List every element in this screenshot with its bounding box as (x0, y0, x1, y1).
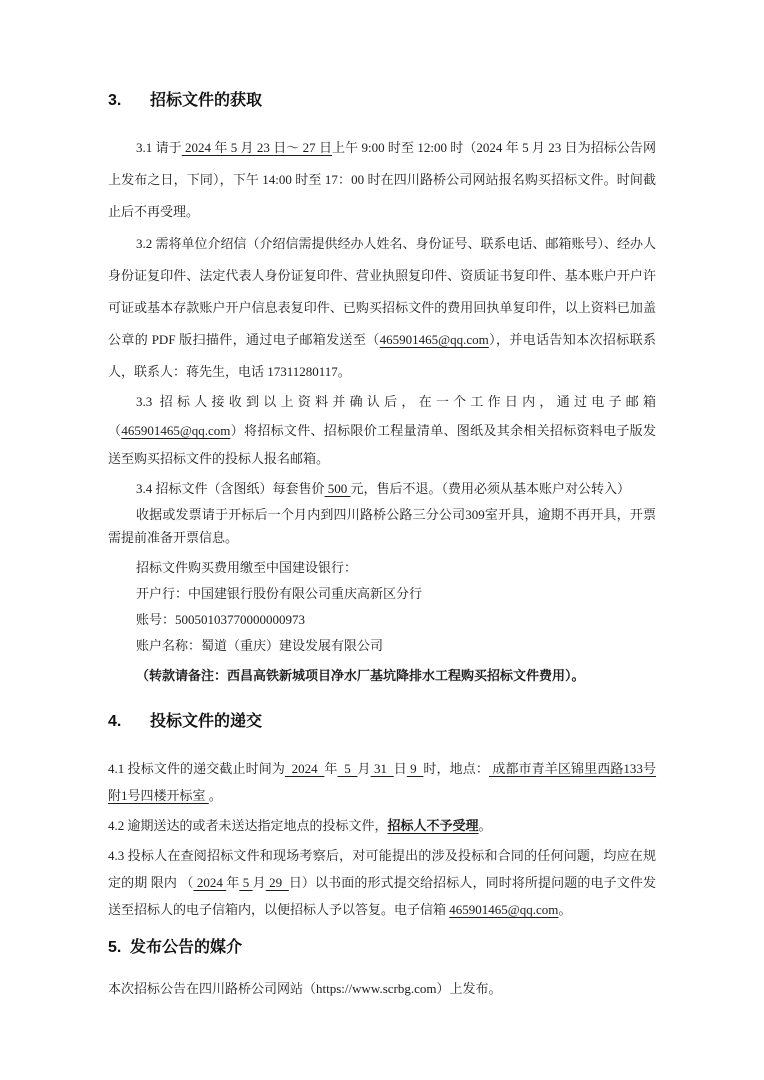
text-run: 时，地点： (423, 760, 489, 776)
para-3-1 (108, 132, 656, 228)
section-3-title: 招标文件的获取 (150, 92, 263, 109)
text-run: 年 (226, 874, 240, 890)
document-content (108, 90, 656, 1002)
text-run: 。 (558, 901, 572, 917)
para-bank-intro (108, 556, 656, 579)
text-run: 年 (324, 760, 338, 776)
email-text: 465901465@qq.com (121, 422, 231, 438)
para-3-3 (108, 388, 656, 474)
text-run: 3.3 招标人接收到以上资料并确认后，在一个工作日内，通过电子邮箱（ (108, 394, 656, 438)
underlined-month: 5 (239, 874, 253, 890)
section-3-heading (108, 90, 656, 112)
underlined-year: 2024 (193, 874, 227, 890)
text-run: 4.1 投标文件的递交截止时间为 (108, 760, 285, 776)
text-run: 4.3 投标人在查阅招标文件和现场考察后，对可能提出的涉及投标和合同的任何问题，均应在规定的期 限内 （ (108, 847, 656, 890)
text-run: 日）以书面的形式提交给招标人，同时将所提问题的电子文件发送至招标人的电子信箱内，以便招标人予以答复。电子信箱 (108, 874, 656, 917)
para-bank-branch (108, 582, 656, 605)
para-5-1 (108, 975, 656, 1002)
text-run: 4.2 逾期送达的或者未送达指定地点的投标文件， (108, 817, 388, 833)
rejection-notice-text: 招标人不予受理 (387, 817, 479, 833)
underlined-address: 成都市青羊区锦里西路133号附1号四楼开标室 (108, 760, 657, 803)
para-4-1 (108, 755, 656, 809)
bank-branch-text: 开户行：中国建银行股份有限公司重庆高新区分行 (136, 585, 423, 601)
para-receipt-info (108, 503, 656, 549)
text-run: 。 (208, 787, 222, 803)
email-text: 465901465@qq.com (449, 901, 559, 917)
text-run: 月 (357, 760, 371, 776)
text-run: ），并电话告知本次招标联系人，联系人：蒋先生，电话 17311280117。 (108, 332, 656, 379)
section-4-title: 投标文件的递交 (150, 712, 263, 730)
underlined-hour: 9 (406, 760, 424, 776)
text-run: 元，售后不退。（费用必须从基本账户对公转入） (350, 480, 631, 496)
underlined-year: 2024 (284, 760, 325, 776)
text-run: 上午 9:00 时至 12:00 时（2024 年 5 月 23 日为招标公告网上发布之日，下同），下午 14:00 时至 17：00 时在四川路桥公司网站报名购买招标文件。时间截止后不再受理。 (108, 140, 656, 219)
underlined-price: 500 (324, 480, 351, 496)
section-5-heading (108, 937, 656, 959)
account-name-text: 账户名称：蜀道（重庆）建设发展有限公司 (136, 637, 384, 653)
section-4-heading (108, 711, 656, 733)
text-run: ）将招标文件、招标限价工程量清单、图纸及其余相关招标资料电子版发送至购买招标文件的投标人报名邮箱。 (108, 422, 656, 466)
announcement-media-text: 本次招标公告在四川路桥公司网站（https://www.scrbg.com）上发布。 (108, 980, 502, 996)
email-text: 465901465@qq.com (379, 332, 489, 347)
text-run: 日 (393, 760, 407, 776)
underlined-day: 31 (370, 760, 394, 776)
account-number-text: 账号：50050103770000000973 (136, 611, 306, 627)
para-account-number (108, 608, 656, 631)
text-run: 3.1 请于 (136, 140, 182, 155)
para-3-4 (108, 477, 656, 500)
text-run: 3.2 需将单位介绍信（介绍信需提供经办人姓名、身份证号、联系电话、邮箱账号）、经办人身份证复印件、法定代表人身份证复印件、营业执照复印件、资质证书复印件、基本账户开户许可证或基本存款账户开户信息表复印件、已购买招标文件的费用回执单复印件，以上资料已加盖公章的 PDF 版扫描件，通过电子邮箱发送至（ (108, 236, 657, 347)
underlined-month: 5 (337, 760, 358, 776)
underlined-date-range: 2024 年 5 月 23 日～ 27 日 (181, 140, 333, 155)
section-3-number: 3. (108, 92, 122, 109)
transfer-note-text: （转款请备注：西昌高铁新城项目净水厂基坑降排水工程购买招标文件费用）。 (136, 667, 585, 683)
underlined-day: 29 (265, 874, 289, 890)
section-5-number: 5. (108, 938, 122, 956)
para-transfer-note (108, 664, 656, 687)
section-4-number: 4. (108, 712, 122, 730)
para-4-3 (108, 842, 656, 923)
section-5-title: 发布公告的媒介 (130, 938, 243, 956)
text-run: 。 (478, 817, 492, 833)
text-run: 招标文件购买费用缴至中国建设银行： (136, 559, 358, 575)
text-run: 收据或发票请于开标后一个月内到四川路桥公路三分公司309室开具，逾期不再开具，开票需提前准备开票信息。 (108, 506, 656, 545)
text-run: 月 (252, 874, 266, 890)
para-account-name (108, 634, 656, 657)
para-3-2 (108, 228, 656, 388)
text-run: 3.4 招标文件（含图纸）每套售价 (136, 480, 325, 496)
para-4-2 (108, 812, 656, 839)
